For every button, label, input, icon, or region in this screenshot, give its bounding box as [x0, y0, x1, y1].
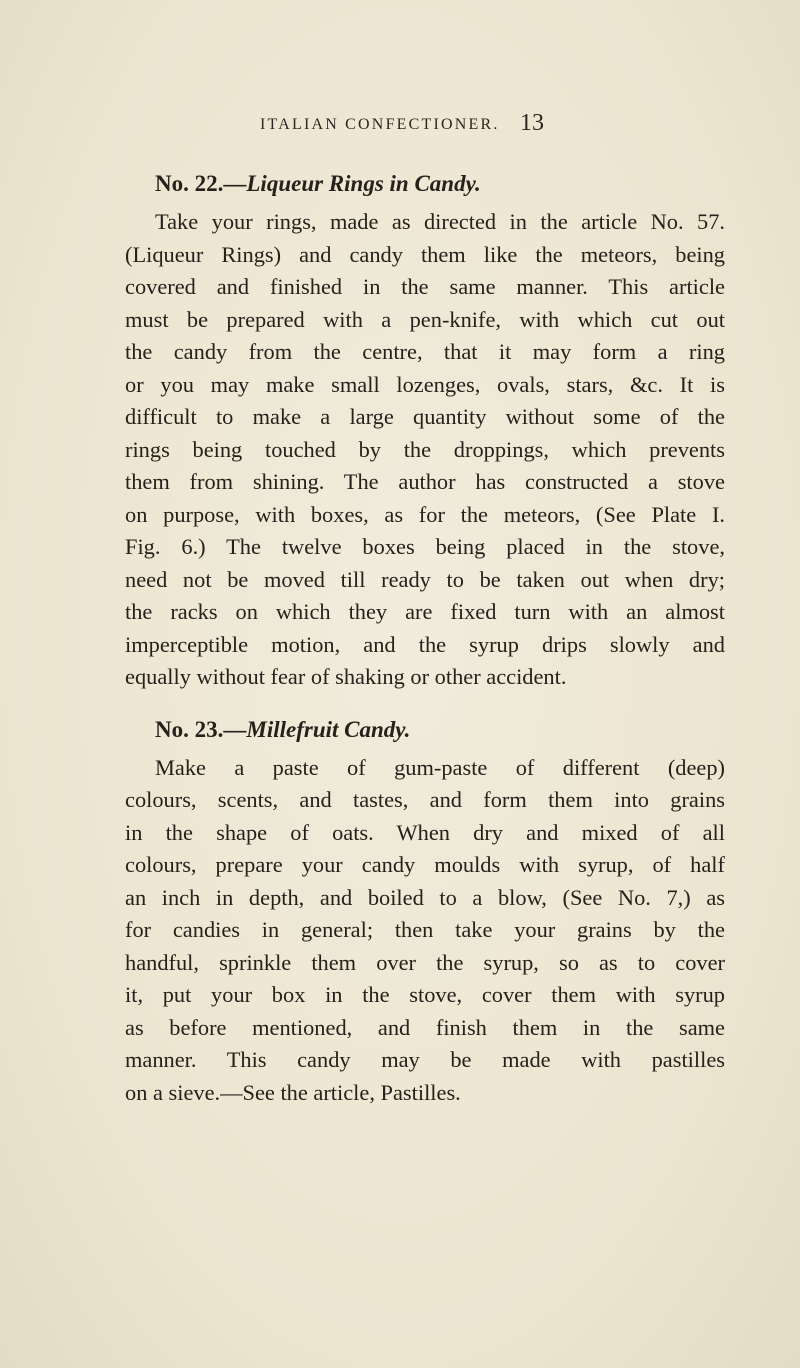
text-line: imperceptible motion, and the syrup drips slowly and	[125, 631, 725, 657]
running-head: ITALIAN CONFECTIONER.	[260, 116, 500, 133]
text-line: equally without fear of shaking or other accident.	[125, 664, 567, 689]
text-line: them from shining. The author has constructed a stove	[125, 469, 725, 494]
text-line: for candies in general; then take your grains by the	[125, 917, 725, 942]
text-line: in the shape of oats. When dry and mixed of all	[125, 819, 725, 845]
heading-title: Liqueur Rings in Candy.	[246, 171, 481, 196]
text-line: on a sieve.—See the article, Pastilles.	[125, 1079, 461, 1105]
text-line: handful, sprinkle them over the syrup, so as to cover	[125, 949, 725, 975]
text-line: colours, prepare your candy moulds with syrup, of half	[125, 852, 725, 877]
heading-number: No. 23.—	[155, 716, 247, 742]
recipe-section-23	[125, 714, 725, 1110]
text-line: it, put your box in the stove, cover them with syrup	[125, 982, 725, 1007]
text-line: manner. This candy may be made with pastilles	[125, 1047, 725, 1072]
page-number: 13	[520, 110, 544, 136]
paragraph	[125, 752, 725, 1110]
text-line: Take your rings, made as directed in the article No. 57.	[155, 209, 725, 234]
page-header	[0, 110, 800, 150]
text-line: rings being touched by the droppings, which prevents	[125, 436, 725, 462]
text-line: on purpose, with boxes, as for the meteors, (See Plate I.	[125, 501, 725, 527]
text-line: need not be moved till ready to be taken out when dry;	[125, 566, 725, 592]
section-heading	[155, 168, 725, 206]
heading-number: No. 22.—	[155, 171, 247, 196]
section-heading	[155, 714, 725, 752]
text-line: covered and finished in the same manner. This article	[125, 274, 725, 299]
text-line: (Liqueur Rings) and candy them like the meteors, being	[125, 241, 725, 267]
text-line: or you may make small lozenges, ovals, stars, &c. It is	[125, 371, 725, 397]
paragraph	[125, 206, 725, 694]
text-line: must be prepared with a pen-knife, with which cut out	[125, 306, 725, 332]
heading-title: Millefruit Candy.	[246, 716, 411, 742]
text-line: the racks on which they are fixed turn with an almost	[125, 599, 725, 624]
page-body	[125, 168, 725, 1109]
text-line: Fig. 6.) The twelve boxes being placed in the stove,	[125, 534, 725, 559]
text-line: the candy from the centre, that it may form a ring	[125, 339, 725, 364]
recipe-section-22	[125, 168, 725, 694]
text-line: Make a paste of gum-paste of different (deep)	[155, 754, 725, 780]
text-line: difficult to make a large quantity without some of the	[125, 404, 725, 429]
text-line: colours, scents, and tastes, and form them into grains	[125, 787, 725, 812]
text-line: an inch in depth, and boiled to a blow, (See No. 7,) as	[125, 884, 725, 910]
text-line: as before mentioned, and finish them in the same	[125, 1014, 725, 1040]
